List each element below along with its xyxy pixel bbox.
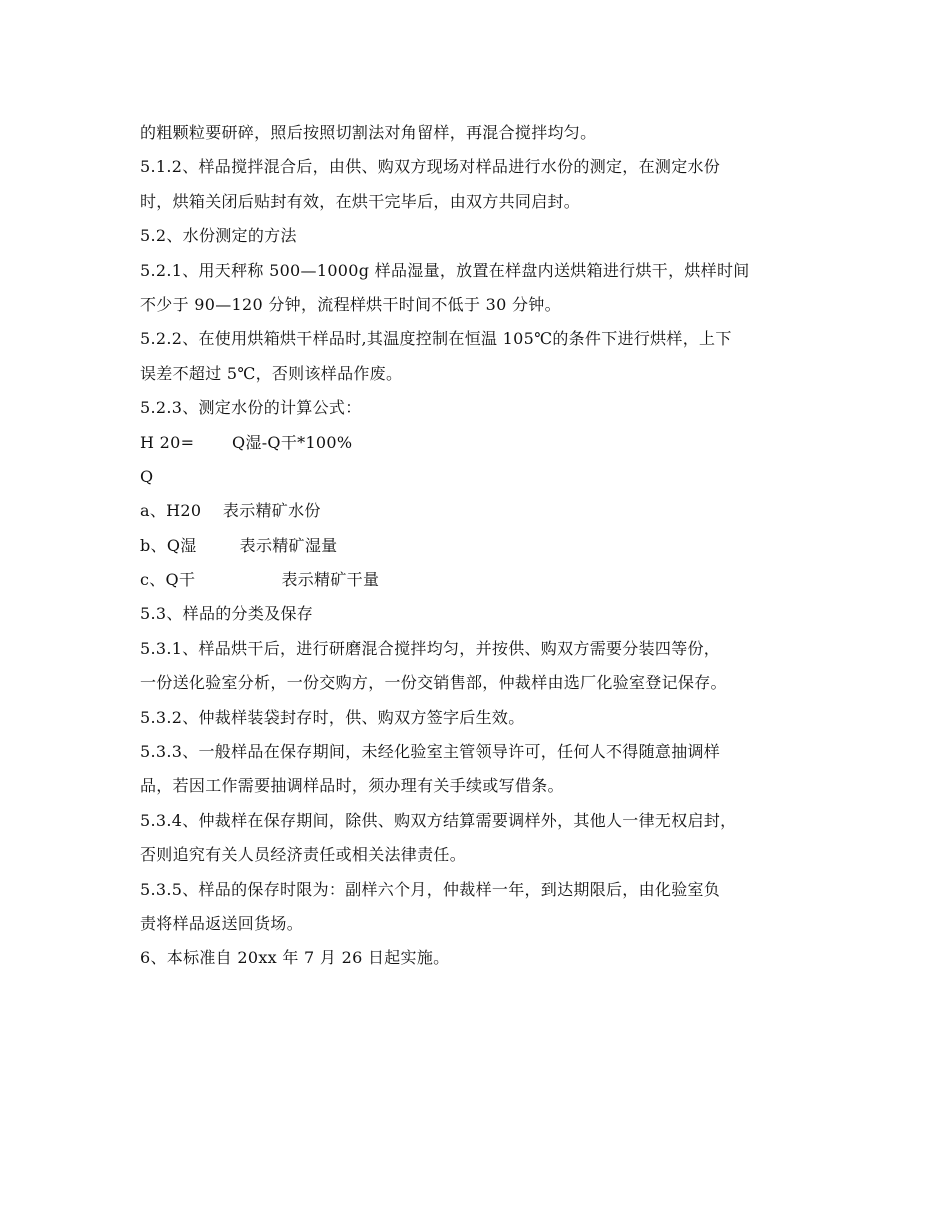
section-heading: 5.3、样品的分类及保存 xyxy=(140,604,314,624)
text-line: 5.3.2、仲裁样装袋封存时，供、购双方签字后生效。 xyxy=(140,707,525,727)
definition-line: c、Q干 表示精矿干量 xyxy=(140,570,380,590)
text-line: 的粗颗粒要研碎，照后按照切割法对角留样，再混合搅拌均匀。 xyxy=(140,123,597,142)
text-line: 5.3.5、样品的保存时限为：副样六个月，仲裁样一年，到达期限后，由化验室负 xyxy=(140,879,721,899)
formula-line: H 20= Q湿-Q干*100% xyxy=(140,432,353,452)
text-line: 5.3.3、一般样品在保存期间，未经化验室主管领导许可，任何人不得随意抽调样 xyxy=(140,742,721,762)
definition-line: a、H20 表示精矿水份 xyxy=(140,501,321,521)
text-line: 5.2.2、在使用烘箱烘干样品时,其温度控制在恒温 105℃的条件下进行烘样，上下 xyxy=(140,329,732,349)
text-line: 否则追究有关人员经济责任或相关法律责任。 xyxy=(140,845,467,865)
document-body xyxy=(140,116,830,976)
section-heading: 5.2、水份测定的方法 xyxy=(140,226,297,246)
formula-denominator: Q xyxy=(140,466,154,486)
text-line: 5.1.2、样品搅拌混合后，由供、购双方现场对样品进行水份的测定，在测定水份 xyxy=(140,157,721,177)
text-line: 5.2.3、测定水份的计算公式： xyxy=(140,398,362,418)
definition-line: b、Q湿 表示精矿湿量 xyxy=(140,535,338,555)
text-line: 5.2.1、用天秤称 500—1000g 样品湿量，放置在样盘内送烘箱进行烘干，烘样时间 xyxy=(140,260,750,280)
text-line: 5.3.1、样品烘干后，进行研磨混合搅拌均匀，并按供、购双方需要分装四等份， xyxy=(140,638,721,658)
text-line: 5.3.4、仲裁样在保存期间，除供、购双方结算需要调样外，其他人一律无权启封， xyxy=(140,810,737,830)
text-line: 责将样品返送回货场。 xyxy=(140,913,304,933)
text-line: 一份送化验室分析，一份交购方，一份交销售部，仲裁样由选厂化验室登记保存。 xyxy=(140,673,727,693)
text-line: 6、本标准自 20xx 年 7 月 26 日起实施。 xyxy=(140,948,450,968)
text-line: 时，烘箱关闭后贴封有效，在烘干完毕后，由双方共同启封。 xyxy=(140,191,581,211)
text-line: 不少于 90—120 分钟，流程样烘干时间不低于 30 分钟。 xyxy=(140,294,561,314)
text-line: 误差不超过 5℃，否则该样品作废。 xyxy=(140,363,403,383)
text-line: 品，若因工作需要抽调样品时，须办理有关手续或写借条。 xyxy=(140,776,564,796)
